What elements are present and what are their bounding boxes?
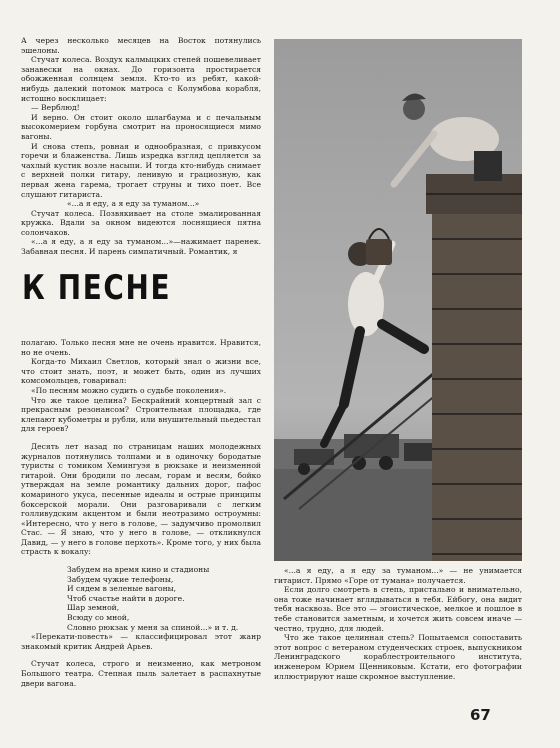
paragraph: «По песням можно судить о судьбе поколения».: [31, 385, 227, 395]
poem-line: Шар земной,: [67, 603, 120, 613]
poem-line: Чтоб счастье найти в дороге.: [67, 593, 185, 603]
article-column-right: [274, 566, 522, 681]
photo-illustration: [274, 39, 522, 561]
paragraph: И снова степь, ровная и однообразная, с привкусом горечи и блаженства. Лишь изредка взгляд цепляется за чахлый кустик возле насыпи. И тогда кто-нибудь снимает с верхней полки гитару, ленивую и грациозную, как первая жена гарема, трогает струны и тихо поет. Все слушают гитариста.: [21, 141, 261, 199]
paragraph: «...а я еду, а я еду за туманом...» — не унимается гитарист. Прямо «Горе от тумана» получается.: [274, 566, 522, 585]
paragraph: «Перекати-повесть» — классифицировал этот жанр знакомый критик Андрей Арьев.: [21, 632, 261, 651]
poem-line: И сядем в зеленые вагоны,: [67, 584, 177, 594]
article-column-top: [21, 36, 261, 257]
article-photo: [274, 39, 522, 561]
paragraph: «...а я еду, а я еду за туманом...»—нажимает паренек. Забавная песня. И парень симпатичный. Романтик, я: [21, 237, 261, 257]
paragraph: — Верблюд!: [31, 103, 80, 113]
paragraph: Стучат колеса. Позвякивает на столе эмалированная кружка. Вдали за окном видеются лоснящиеся пятна солончаков.: [21, 208, 261, 237]
paragraph: Десять лет назад по страницам наших молодежных журналов потянулись толпами и в одиночку бородатые туристы с томиком Хемингуэя в рюкзаке и неизменной гитарой. Они бродили по лесам, горам и весям, бойко утверждая на земле романтику дальних дорог, пафос комариного укуса, песенные идеалы и острые принципы боксерской морали. Они разговаривали с легким голливудским акцентом и были неотразимо остроумны: «Интересно, что у него в голове, — задумчиво промолвил Стас. — Я знаю, что у него в голове, — откликнулся Давид, — у него в голове перхоть». Кроме того, у них была страсть к вокалу:: [21, 441, 261, 557]
paragraph: И верно. Он стоит около шлагбаума и с печальным высокомерием горбуна смотрит на проносящиеся мимо вагоны.: [21, 112, 261, 141]
poem-line: Словно рюкзак у меня за спиной...» и т. д.: [67, 622, 239, 632]
article-heading: К ПЕСНЕ: [22, 268, 172, 308]
paragraph: А через несколько месяцев на Восток потянулись эшелоны.: [21, 36, 261, 55]
page-number: 67: [470, 706, 491, 724]
song-quote: «...а я еду, а я еду за туманом...»: [67, 199, 200, 209]
poem-line: Забудем чужие телефоны,: [67, 574, 174, 584]
paragraph: Если долго смотреть в степь, пристально и внимательно, она тоже начинает вглядываться в тебя. Ейбогу, она видит тебя насквозь. Все это — эгоистическое, мелкое и пошлое в тебе становится заметным, и хочется жить совсем иначе — честно, трудно, для людей.: [274, 585, 522, 633]
poem-line: Забудем на время кино и стадионы: [67, 565, 210, 575]
poem-line: Всюду со мной,: [67, 613, 130, 623]
paragraph: Что же такое целинная степь? Попытаемся сопоставить этот вопрос с ветераном студенческих строек, выпускником Ленинградского кораблестроительного института, инженером Юрием Щенниковым. Кстати, его фотографии иллюстрируют наше скромное выступление.: [274, 633, 522, 681]
paragraph: Когда-то Михаил Светлов, который знал о жизни все, что стоит знать, поэт, и может быть, один из лучших комсомольцев, говаривал:: [21, 357, 261, 386]
paragraph: Стучат колеса. Воздух калмыцких степей пошевеливает занавески на окнах. До горизонта простирается обожженная солнцем земля. Кто-то из ребят, какой-нибудь далекий потомок матроса с Колумбова корабля, истошно восклицает:: [21, 55, 261, 103]
paragraph: Что же такое целина? Бескрайний концертный зал с прекрасным резонансом? Строительная площадка, где клепают кубометры и рубли, или внушительный пьедестал для героев?: [21, 395, 261, 434]
paragraph: Стучат колеса, строго и неизменно, как метроном Большого театра. Степная пыль залетает в распахнутые двери вагона.: [21, 659, 261, 688]
paragraph: полагаю. Только песня мне не очень нравится. Нравится, но не очень.: [21, 338, 261, 357]
article-column-middle: [21, 338, 261, 688]
